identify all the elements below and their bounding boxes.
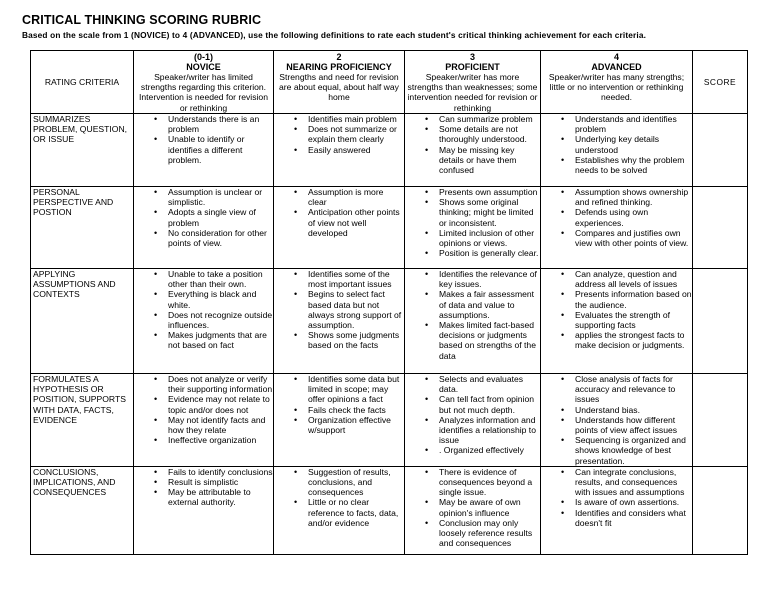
descriptor-list	[541, 269, 692, 351]
descriptor-list	[405, 114, 540, 175]
descriptor-list	[274, 269, 404, 351]
descriptor-item: • Easily answered	[294, 145, 404, 155]
descriptor-item: • applies the strongest facts to make decision or judgments.	[561, 330, 692, 350]
descriptor-item: • Underlying key details understood	[561, 134, 692, 154]
descriptor-list	[541, 114, 692, 175]
descriptor-item: • Understands how different points of view affect issues	[561, 415, 692, 435]
descriptor-item: • Assumption shows ownership and refined thinking.	[561, 187, 692, 207]
level-name: NEARING PROFICIENCY	[286, 62, 392, 72]
descriptor-item: • Defends using own experiences.	[561, 207, 692, 227]
descriptor-list	[274, 467, 404, 528]
header-row	[31, 51, 748, 114]
descriptor-list	[134, 374, 273, 445]
level-header-nearing	[274, 51, 405, 114]
descriptor-item: • Adopts a single view of problem	[154, 207, 273, 227]
criterion-label: CONCLUSIONS, IMPLICATIONS, AND CONSEQUENCES	[31, 466, 134, 554]
level-cell-novice	[134, 187, 274, 269]
descriptor-item: • Identifies the relevance of key issues.	[425, 269, 540, 289]
descriptor-list	[134, 269, 273, 351]
descriptor-item: • Conclusion may only loosely reference results and consequences	[425, 518, 540, 549]
criteria-header: RATING CRITERIA	[31, 51, 134, 114]
level-cell-advanced	[541, 269, 693, 374]
descriptor-item: • Does not summarize or explain them clearly	[294, 124, 404, 144]
descriptor-item: • Understands and identifies problem	[561, 114, 692, 134]
criterion-row	[31, 269, 748, 374]
level-header-advanced	[541, 51, 693, 114]
level-cell-nearing	[274, 466, 405, 554]
descriptor-list	[541, 374, 692, 466]
level-number: 2	[336, 52, 342, 62]
descriptor-item: • Assumption is more clear	[294, 187, 404, 207]
descriptor-item: • Presents information based on the audience.	[561, 289, 692, 309]
level-cell-proficient	[405, 269, 541, 374]
descriptor-list	[541, 187, 692, 248]
criterion-label: FORMULATES A HYPOTHESIS OR POSITION, SUPPORTS WITH DATA, FACTS, EVIDENCE	[31, 374, 134, 467]
level-name: PROFICIENT	[445, 62, 500, 72]
descriptor-item: • May not identify facts and how they relate	[154, 415, 273, 435]
level-name: ADVANCED	[591, 62, 642, 72]
descriptor-list	[274, 187, 404, 238]
descriptor-item: • There is evidence of consequences beyond a single issue.	[425, 467, 540, 498]
score-cell[interactable]	[693, 466, 748, 554]
descriptor-item: • Can integrate conclusions, results, and consequences with issues and assumptions	[561, 467, 692, 498]
descriptor-item: • Evidence may not relate to topic and/or does not	[154, 394, 273, 414]
descriptor-list	[274, 114, 404, 155]
descriptor-list	[274, 374, 404, 435]
level-cell-novice	[134, 374, 274, 467]
descriptor-item: • Presents own assumption	[425, 187, 540, 197]
descriptor-item: • No consideration for other points of view.	[154, 228, 273, 248]
level-number: 3	[469, 52, 475, 62]
descriptor-item: • Makes a fair assessment of data and value to assumptions.	[425, 289, 540, 320]
descriptor-item: • Does not analyze or verify their supporting information	[154, 374, 273, 394]
level-name: NOVICE	[186, 62, 221, 72]
level-number: (0-1)	[193, 52, 213, 62]
descriptor-item: • May be attributable to external authority.	[154, 487, 273, 507]
descriptor-item: • Fails check the facts	[294, 405, 404, 415]
score-cell[interactable]	[693, 187, 748, 269]
descriptor-item: • Makes judgments that are not based on fact	[154, 330, 273, 350]
descriptor-list	[134, 187, 273, 248]
descriptor-item: • Anticipation other points of view not well developed	[294, 207, 404, 238]
descriptor-item: • May be missing key details or have them confused	[425, 145, 540, 176]
rubric-table	[30, 50, 748, 555]
descriptor-item: • Identifies and considers what doesn't fit	[561, 508, 692, 528]
descriptor-item: • Unable to identify or identifies a different problem.	[154, 134, 273, 165]
descriptor-item: • Begins to select fact based data but not always strong support of assumption.	[294, 289, 404, 330]
descriptor-item: • Suggestion of results, conclusions, and consequences	[294, 467, 404, 498]
level-description: Speaker/writer has more strengths than weaknesses; some intervention needed for revision or rethinking	[407, 72, 538, 113]
descriptor-list	[405, 187, 540, 258]
criterion-row	[31, 114, 748, 187]
level-cell-advanced	[541, 466, 693, 554]
level-cell-nearing	[274, 269, 405, 374]
descriptor-item: • Shows some judgments based on the facts	[294, 330, 404, 350]
descriptor-item: • Identifies some data but limited in scope; may offer opinions a fact	[294, 374, 404, 405]
descriptor-list	[541, 467, 692, 528]
descriptor-item: • Can summarize problem	[425, 114, 540, 124]
level-cell-advanced	[541, 114, 693, 187]
descriptor-item: • Fails to identify conclusions	[154, 467, 273, 477]
level-cell-novice	[134, 114, 274, 187]
criterion-label: SUMMARIZES PROBLEM, QUESTION, OR ISSUE	[31, 114, 134, 187]
descriptor-item: • Understands there is an problem	[154, 114, 273, 134]
descriptor-item: • Identifies some of the most important issues	[294, 269, 404, 289]
score-cell[interactable]	[693, 374, 748, 467]
level-header-proficient	[405, 51, 541, 114]
rubric-body	[31, 114, 748, 555]
descriptor-item: • Organization effective w/support	[294, 415, 404, 435]
descriptor-item: • Shows some original thinking; might be limited or inconsistent.	[425, 197, 540, 228]
descriptor-item: • Makes limited fact-based decisions or judgments based on strengths of the data	[425, 320, 540, 361]
descriptor-item: • Assumption is unclear or simplistic.	[154, 187, 273, 207]
descriptor-item: • Understand bias.	[561, 405, 692, 415]
descriptor-item: • Identifies main problem	[294, 114, 404, 124]
descriptor-item: • Unable to take a position other than their own.	[154, 269, 273, 289]
descriptor-item: • Does not recognize outside influences.	[154, 310, 273, 330]
level-number: 4	[613, 52, 619, 62]
descriptor-item: • Close analysis of facts for accuracy and relevance to issues	[561, 374, 692, 405]
level-cell-advanced	[541, 374, 693, 467]
descriptor-item: • Ineffective organization	[154, 435, 273, 445]
descriptor-item: • Compares and justifies own view with other points of view.	[561, 228, 692, 248]
level-cell-novice	[134, 466, 274, 554]
descriptor-item: • Can tell fact from opinion but not much depth.	[425, 394, 540, 414]
descriptor-item: • Is aware of own assertions.	[561, 497, 692, 507]
descriptor-item: • Selects and evaluates data.	[425, 374, 540, 394]
level-description: Speaker/writer has many strengths; little or no intervention or rethinking needed.	[548, 72, 685, 103]
descriptor-item: • Limited inclusion of other opinions or views.	[425, 228, 540, 248]
level-cell-nearing	[274, 114, 405, 187]
score-header: SCORE	[693, 51, 748, 114]
descriptor-item: • Evaluates the strength of supporting facts	[561, 310, 692, 330]
level-cell-advanced	[541, 187, 693, 269]
descriptor-list	[405, 374, 540, 456]
level-cell-proficient	[405, 114, 541, 187]
criterion-row	[31, 466, 748, 554]
criterion-label: PERSONAL PERSPECTIVE AND POSTION	[31, 187, 134, 269]
descriptor-item: • Some details are not thoroughly understood.	[425, 124, 540, 144]
descriptor-item: • . Organized effectively	[425, 445, 540, 455]
level-header-novice	[134, 51, 274, 114]
level-description: Strengths and need for revision are about equal, about half way home	[279, 72, 399, 103]
descriptor-item: • Result is simplistic	[154, 477, 273, 487]
level-cell-proficient	[405, 187, 541, 269]
descriptor-item: • Establishes why the problem needs to be solved	[561, 155, 692, 175]
document-subtitle: Based on the scale from 1 (NOVICE) to 4 (ADVANCED), use the following definitions to rate each student's critical thinking achievement for each criteria.	[22, 30, 647, 40]
descriptor-item: • May be aware of own opinion's influence	[425, 497, 540, 517]
descriptor-item: • Analyzes information and identifies a relationship to issue	[425, 415, 540, 446]
level-cell-proficient	[405, 466, 541, 554]
descriptor-item: • Sequencing is organized and shows knowledge of best presentation.	[561, 435, 692, 466]
level-description: Speaker/writer has limited strengths regarding this criterion. Intervention is needed for revision or rethinking	[139, 72, 268, 113]
descriptor-list	[405, 467, 540, 549]
score-cell[interactable]	[693, 114, 748, 187]
criterion-label: APPLYING ASSUMPTIONS AND CONTEXTS	[31, 269, 134, 374]
descriptor-list	[134, 114, 273, 165]
level-cell-nearing	[274, 187, 405, 269]
level-cell-nearing	[274, 374, 405, 467]
score-cell[interactable]	[693, 269, 748, 374]
level-cell-novice	[134, 269, 274, 374]
descriptor-item: • Little or no clear reference to facts, data, and/or evidence	[294, 497, 404, 528]
level-cell-proficient	[405, 374, 541, 467]
descriptor-item: • Everything is black and white.	[154, 289, 273, 309]
descriptor-list	[405, 269, 540, 361]
criterion-row	[31, 374, 748, 467]
criterion-row	[31, 187, 748, 269]
descriptor-item: • Can analyze, question and address all levels of issues	[561, 269, 692, 289]
descriptor-item: • Position is generally clear.	[425, 248, 540, 258]
descriptor-list	[134, 467, 273, 508]
document-title: CRITICAL THINKING SCORING RUBRIC	[22, 13, 262, 27]
